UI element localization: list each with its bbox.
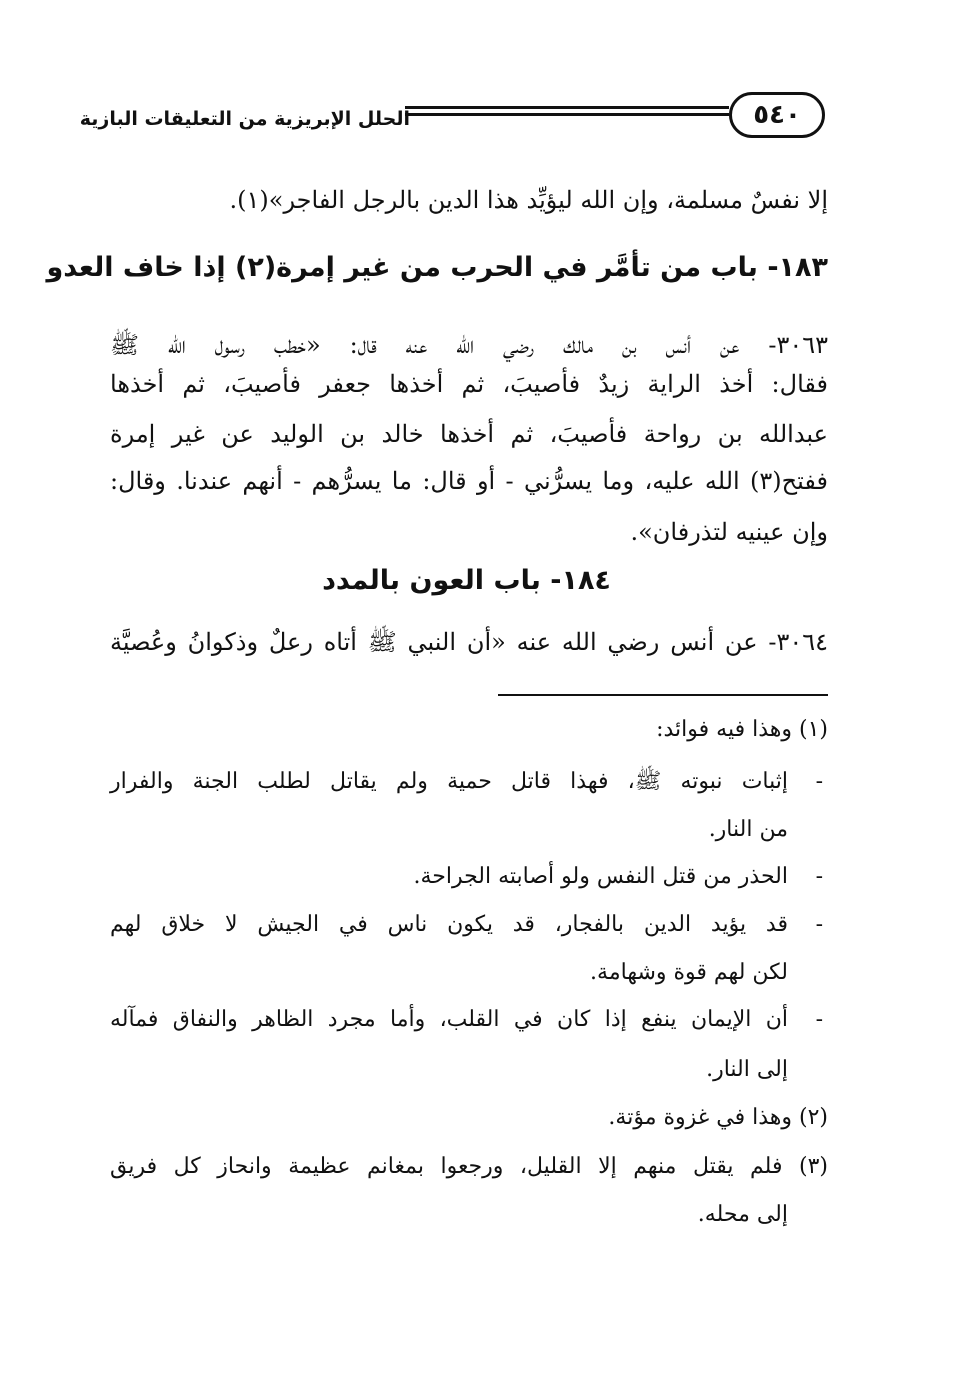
bullet-dash: - xyxy=(815,864,823,889)
hadith-3063-line-5: وإن عينيه لتذرفان». xyxy=(630,518,828,546)
footnote-1-item-2: الحذر من قتل النفس ولو أصابته الجراحة. xyxy=(413,864,788,889)
hadith-3063-line-4: ففتح(٣) الله عليه، وما يسرُّني - أو قال: ما يسرُّهم - أنهم عندنا. وقال: xyxy=(110,467,828,495)
footnote-1-item-4a: أن الإيمان ينفع إذا كان في القلب، وأما مجرد الظاهر والنفاق فمآله xyxy=(110,1007,788,1032)
running-title: الحلل الإبريزية من التعليقات البازية xyxy=(79,108,410,130)
footnote-separator xyxy=(498,694,828,696)
footnote-1-item-1a: إثبات نبوته ﷺ، فهذا قاتل حمية ولم يقاتل لطلب الجنة والفرار xyxy=(110,769,788,794)
chapter-heading-184: ١٨٤- باب العون بالمدد xyxy=(322,565,611,596)
page-number: ٥٤٠ xyxy=(729,92,825,138)
footnote-1-item-4b: إلى النار. xyxy=(706,1057,788,1082)
hadith-3063-line-1: ٣٠٦٣- عن أنس بن مالك رضي الله عنه قال: «خطب رسول الله ﷺ xyxy=(110,331,828,359)
bullet-dash: - xyxy=(815,912,823,937)
footnote-1-item-3a: قد يؤيد الدين بالفجار، قد يكون ناس في الجيش لا خلاق لهم xyxy=(110,912,788,937)
hadith-3064-line-1: ٣٠٦٤- عن أنس رضي الله عنه «أن النبي ﷺ أتاه رعلٌ وذكوانُ وعُصيَّة xyxy=(110,628,828,656)
chapter-heading-183: ١٨٣- باب من تأمَّر في الحرب من غير إمرة(٢) إذا خاف العدو xyxy=(46,252,828,283)
bullet-dash: - xyxy=(815,1007,823,1032)
footnote-3-line-1: (٣) فلم يقتل منهم إلا القليل، ورجعوا بمغانم عظيمة وانحاز كل فريق xyxy=(110,1154,828,1179)
footnote-3-line-2: إلى محله. xyxy=(697,1202,788,1227)
header-double-rule xyxy=(405,106,729,116)
footnote-1-item-3b: لكن لهم قوة وشهامة. xyxy=(590,960,788,985)
footnote-1-title: (١) وهذا فيه فوائد: xyxy=(656,717,828,742)
page-header xyxy=(79,92,825,144)
bullet-dash: - xyxy=(815,769,823,794)
hadith-3063-line-3: عبدالله بن رواحة فأصيبَ، ثم أخذها خالد بن الوليد عن غير إمرة xyxy=(110,420,828,448)
hadith-3063-line-2: فقال: أخذ الراية زيدٌ فأصيبَ، ثم أخذها جعفر فأصيبَ، ثم أخذها xyxy=(110,370,828,398)
body-line-top: إلا نفسٌ مسلمة، وإن الله ليؤيِّد هذا الدين بالرجل الفاجر»(١). xyxy=(229,186,828,214)
footnote-2: (٢) وهذا في غزوة مؤتة. xyxy=(608,1105,828,1130)
footnote-1-item-1b: من النار. xyxy=(708,817,788,842)
